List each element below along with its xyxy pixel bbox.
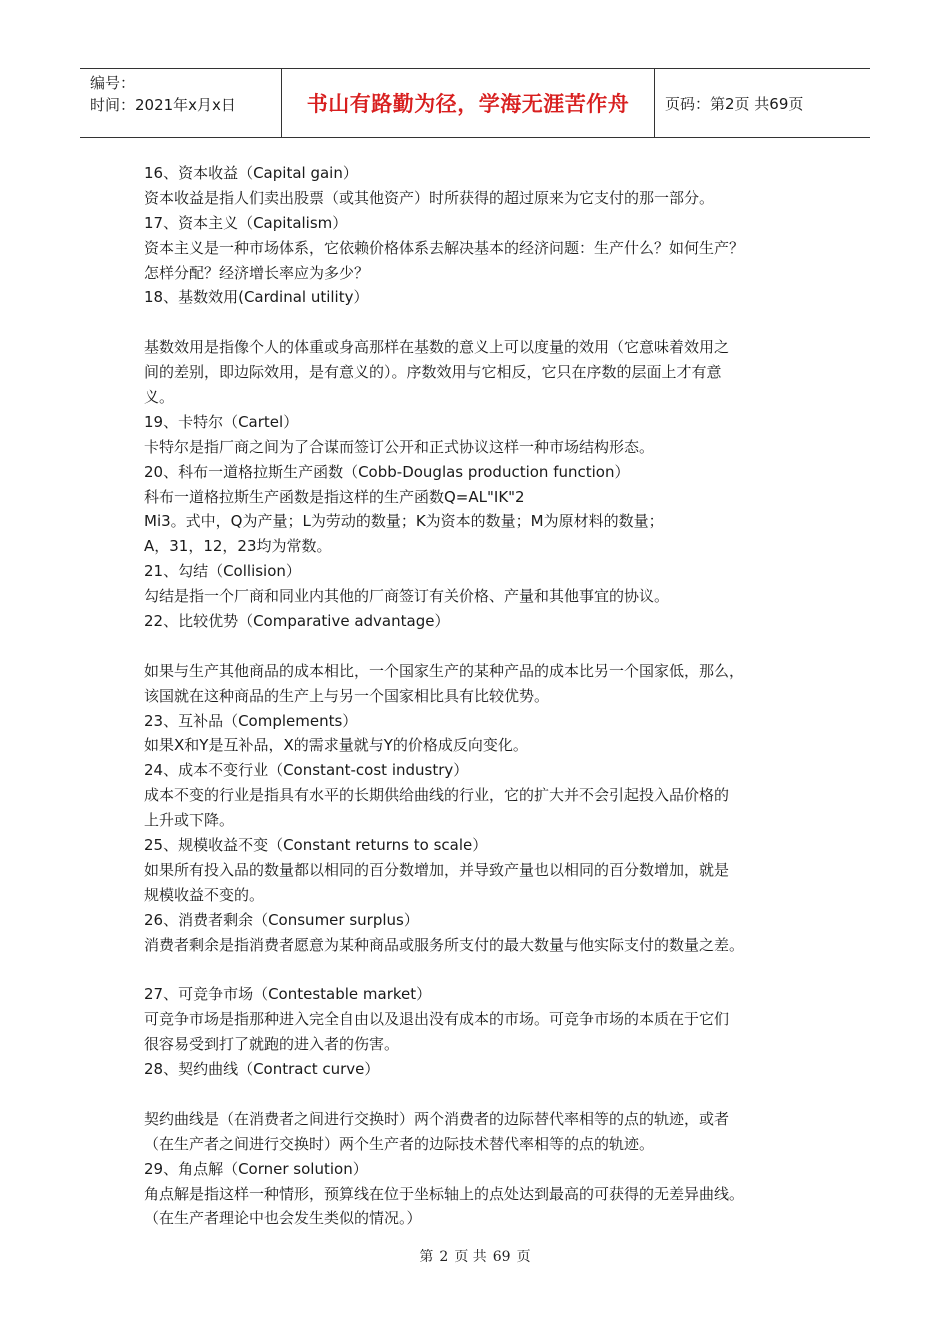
body-line: A，31，12，23均为常数。 (144, 537, 332, 556)
term-heading: 29、角点解（Corner solution） (144, 1159, 368, 1178)
blank-line (144, 958, 814, 983)
term-heading: 27、可竞争市场（Contestable market） (144, 985, 432, 1004)
body-line: 怎样分配？经济增长率应为多少？ (144, 263, 370, 282)
term-heading: 18、基数效用(Cardinal utility） (144, 288, 369, 307)
body-line: （在生产者之间进行交换时）两个生产者的边际技术替代率相等的点的轨迹。 (144, 1134, 655, 1153)
header-motto: 书山有路勤为径，学海无涯苦作舟 (282, 69, 655, 137)
body-line: 卡特尔是指厂商之间为了合谋而签订公开和正式协议这样一种市场结构形态。 (144, 437, 655, 456)
term-heading: 17、资本主义（Capitalism） (144, 213, 348, 232)
body-line: 资本主义是一种市场体系，它依赖价格体系去解决基本的经济问题：生产什么？如何生产？ (144, 238, 745, 257)
body-line: 规模收益不变的。 (144, 885, 265, 904)
body-line: 如果所有投入品的数量都以相同的百分数增加，并导致产量也以相同的百分数增加，就是 (144, 860, 730, 879)
body-line: 成本不变的行业是指具有水平的长期供给曲线的行业，它的扩大并不会引起投入品价格的 (144, 786, 730, 805)
number-label: 编号： (90, 74, 136, 92)
page-footer (0, 1246, 950, 1266)
body-line: （在生产者理论中也会发生类似的情况。） (144, 1209, 422, 1228)
body-line: 该国就在这种商品的生产上与另一个国家相比具有比较优势。 (144, 686, 550, 705)
term-heading: 20、科布一道格拉斯生产函数（Cobb-Douglas production function） (144, 462, 630, 481)
footer-prefix: 第 (419, 1249, 434, 1265)
term-heading: 22、比较优势（Comparative advantage） (144, 612, 450, 631)
body-line: 基数效用是指像个人的体重或身高那样在基数的意义上可以度量的效用（它意味着效用之 (144, 338, 730, 357)
body-text (144, 161, 814, 1231)
body-line: 间的差别，即边际效用，是有意义的）。序数效用与它相反，它只在序数的层面上才有意 (144, 363, 722, 382)
term-heading: 24、成本不变行业（Constant-cost industry） (144, 761, 469, 780)
body-line: Mi3。式中，Q为产量；L为劳动的数量；K为资本的数量；M为原材料的数量； (144, 512, 664, 531)
body-line: 角点解是指这样一种情形，预算线在位于坐标轴上的点处达到最高的可获得的无差异曲线。 (144, 1184, 745, 1203)
body-line: 科布一道格拉斯生产函数是指这样的生产函数Q=AL"IK"2 (144, 487, 525, 506)
term-heading: 26、消费者剩余（Consumer surplus） (144, 910, 419, 929)
term-heading: 21、勾结（Collision） (144, 562, 301, 581)
term-heading: 28、契约曲线（Contract curve） (144, 1060, 380, 1079)
body-line: 义。 (144, 388, 175, 407)
term-heading: 23、互补品（Complements） (144, 711, 358, 730)
footer-page-number: 2 (439, 1249, 449, 1265)
body-line: 如果与生产其他商品的成本相比，一个国家生产的某种产品的成本比另一个国家低，那么， (144, 661, 745, 680)
header-page-info: 页码：第2页 共69页 (665, 94, 804, 113)
body-line: 契约曲线是（在消费者之间进行交换时）两个消费者的边际替代率相等的点的轨迹，或者 (144, 1109, 730, 1128)
body-line: 消费者剩余是指消费者愿意为某种商品或服务所支付的最大数量与他实际支付的数量之差。 (144, 935, 745, 954)
footer-total-pages: 69 (492, 1249, 511, 1265)
term-heading: 25、规模收益不变（Constant returns to scale） (144, 836, 488, 855)
header-table (80, 68, 870, 138)
body-line: 很容易受到打了就跑的进入者的伤害。 (144, 1035, 400, 1054)
blank-line (144, 310, 814, 335)
body-line: 资本收益是指人们卖出股票（或其他资产）时所获得的超过原来为它支付的那一部分。 (144, 188, 715, 207)
time-label: 时间：2021年x月x日 (90, 96, 236, 114)
header-meta-cell (80, 69, 282, 137)
body-line: 勾结是指一个厂商和同业内其他的厂商签订有关价格、产量和其他事宜的协议。 (144, 587, 670, 606)
body-line: 可竞争市场是指那种进入完全自由以及退出没有成本的市场。可竞争市场的本质在于它们 (144, 1010, 730, 1029)
body-line: 如果X和Y是互补品，X的需求量就与Y的价格成反向变化。 (144, 736, 528, 755)
blank-line (144, 634, 814, 659)
footer-mid: 页 共 (454, 1249, 487, 1265)
footer-suffix: 页 (516, 1249, 531, 1265)
term-heading: 16、资本收益（Capital gain） (144, 164, 358, 182)
body-line: 上升或下降。 (144, 811, 235, 830)
blank-line (144, 1082, 814, 1107)
term-heading: 19、卡特尔（Cartel） (144, 412, 299, 431)
